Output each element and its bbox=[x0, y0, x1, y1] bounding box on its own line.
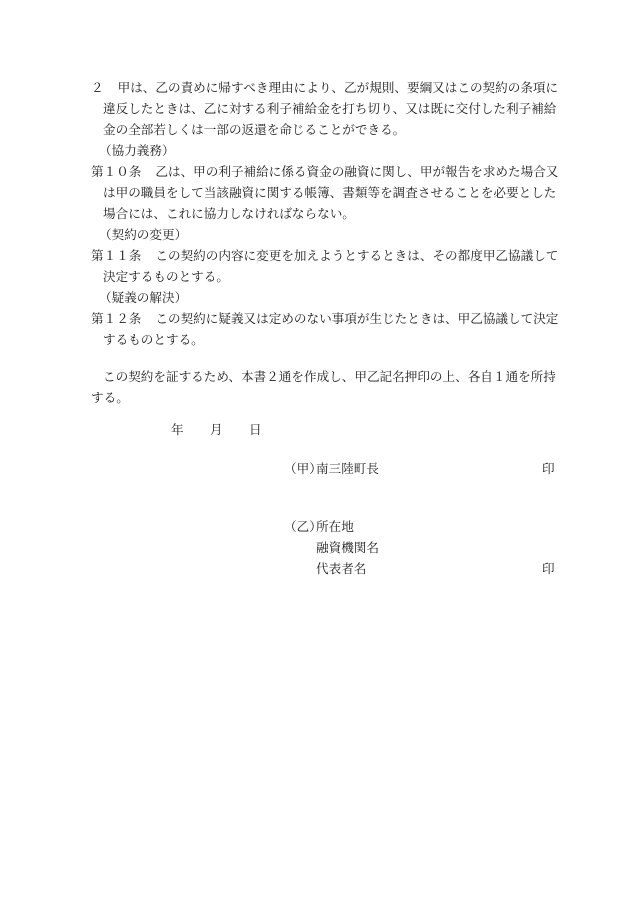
article-11-line-2: 決定するものとする。 bbox=[103, 269, 229, 284]
party-a-seal: 印 bbox=[542, 461, 555, 476]
clause-2-line-3: 金の全部若しくは一部の返還を命じることができる。 bbox=[103, 122, 406, 137]
article-10-line-2: は甲の職員をして当該融資に関する帳簿、書類等を調査させることを必要とした bbox=[103, 185, 557, 200]
article-10-heading: （協力義務） bbox=[99, 143, 175, 158]
party-b-representative: 代表者名 bbox=[316, 561, 367, 576]
article-10-number: 第１０条 bbox=[91, 164, 142, 179]
party-b-seal: 印 bbox=[542, 561, 555, 576]
date-day: 日 bbox=[249, 422, 262, 437]
article-10-line-1: 第１０条 乙は、甲の利子補給に係る資金の融資に関し、甲が報告を求めた場合又 bbox=[91, 164, 559, 179]
article-10-line-3: 場合には、これに協力しなければならない。 bbox=[103, 206, 355, 221]
party-b-institution: 融資機関名 bbox=[316, 540, 379, 555]
article-11-line-1: 第１１条 この契約の内容に変更を加えようとするときは、その都度甲乙協議して bbox=[91, 248, 559, 263]
clause-2-number: ２ bbox=[91, 80, 104, 95]
article-12-line-1: 第１２条 この契約に疑義又は定めのない事項が生じたときは、甲乙協議して決定 bbox=[91, 311, 559, 326]
date-year: 年 bbox=[171, 422, 184, 437]
party-a-label: （甲） bbox=[284, 461, 322, 476]
article-12-number: 第１２条 bbox=[91, 311, 142, 326]
article-11-number: 第１１条 bbox=[91, 248, 142, 263]
article-12-line-2: するものとする。 bbox=[103, 332, 204, 347]
closing-line-2: する。 bbox=[91, 390, 129, 405]
party-b-address: 所在地 bbox=[316, 519, 354, 534]
clause-2-line-1: ２ 甲は、乙の責めに帰すべき理由により、乙が規則、要綱又はこの契約の条項に bbox=[91, 80, 559, 95]
closing-line-1: この契約を証するため、本書２通を作成し、甲乙記名押印の上、各自１通を所持 bbox=[103, 369, 556, 384]
article-11-heading: （契約の変更） bbox=[99, 227, 188, 242]
article-12-heading: （疑義の解決） bbox=[99, 290, 188, 305]
clause-2-line-2: 違反したときは、乙に対する利子補給金を打ち切り、又は既に交付した利子補給 bbox=[103, 101, 557, 116]
party-a-name: 南三陸町長 bbox=[316, 461, 379, 476]
date-month: 月 bbox=[210, 422, 223, 437]
party-b-label: （乙） bbox=[284, 519, 322, 534]
